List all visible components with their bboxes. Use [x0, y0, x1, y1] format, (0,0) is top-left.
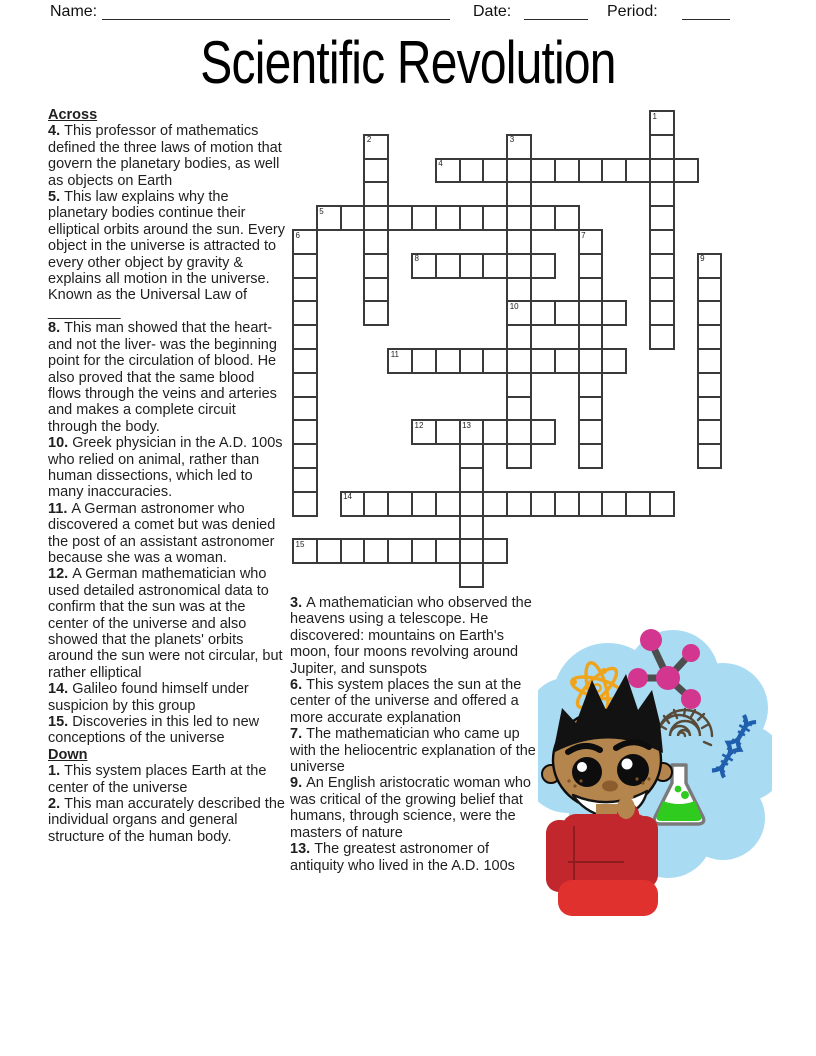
grid-cell-number: 5: [319, 206, 324, 216]
date-label: Date:: [473, 3, 512, 20]
grid-cell[interactable]: [506, 348, 532, 374]
grid-cell[interactable]: [482, 419, 508, 445]
grid-cell[interactable]: [649, 134, 675, 160]
grid-cell[interactable]: [506, 229, 532, 255]
clue-text: Discoveries in this led to new conceptions of the universe: [48, 714, 260, 747]
down-heading: Down: [48, 746, 88, 763]
grid-cell[interactable]: [482, 158, 508, 184]
clue-across-5: [48, 189, 286, 320]
grid-cell[interactable]: [363, 300, 389, 326]
grid-cell[interactable]: [387, 538, 413, 564]
clue-number: 6.: [290, 677, 307, 694]
grid-cell[interactable]: [697, 253, 723, 279]
grid-cell[interactable]: [482, 538, 508, 564]
grid-cell[interactable]: [578, 491, 604, 517]
grid-cell[interactable]: [625, 491, 651, 517]
clue-down-7: [290, 726, 540, 775]
grid-cell[interactable]: [649, 229, 675, 255]
across-heading: Across: [48, 107, 98, 123]
grid-cell[interactable]: [506, 372, 532, 398]
grid-cell-number: 8: [414, 254, 419, 264]
clue-text: This professor of mathematics defined the three laws of motion that govern the planetary bodies, as well as objects on Earth: [48, 123, 282, 189]
clues-middle-column: [290, 595, 540, 874]
clue-text: The greatest astronomer of antiquity who lived in the A.D. 100s: [290, 841, 515, 874]
date-blank-line[interactable]: [524, 19, 588, 20]
grid-cell[interactable]: [387, 348, 413, 374]
grid-cell[interactable]: [482, 205, 508, 231]
grid-cell-number: 15: [295, 539, 305, 549]
grid-cell[interactable]: [578, 419, 604, 445]
grid-cell[interactable]: [292, 372, 318, 398]
grid-cell[interactable]: [459, 419, 485, 445]
grid-cell[interactable]: [697, 348, 723, 374]
clue-text: A German mathematician who used detailed astronomical data to confirm that the sun was at the center of the universe and also showed that the planets' orbits around the sun were not circular, but rather elliptical: [48, 566, 283, 681]
grid-cell[interactable]: [482, 253, 508, 279]
clue-down-1: [48, 763, 286, 796]
clue-number: 13.: [290, 841, 315, 858]
clue-number: 9.: [290, 775, 307, 792]
clue-number: 7.: [290, 726, 307, 743]
grid-cell[interactable]: [697, 277, 723, 303]
grid-cell-number: 12: [414, 420, 424, 430]
grid-cell[interactable]: [292, 443, 318, 469]
grid-cell[interactable]: [459, 205, 485, 231]
grid-cell[interactable]: [578, 443, 604, 469]
grid-cell-number: 14: [343, 492, 352, 502]
grid-cell[interactable]: [506, 158, 532, 184]
clue-number: 1.: [48, 763, 65, 780]
clue-text: A mathematician who observed the heavens using a telescope. He discovered: mountains on Earth's moon, four moons revolving around Jupiter, and sunspots: [290, 595, 532, 677]
grid-cell[interactable]: [363, 158, 389, 184]
grid-cell[interactable]: [554, 205, 580, 231]
grid-cell[interactable]: [363, 181, 389, 207]
clue-text: Greek physician in the A.D. 100s who relied on animal, rather than human dissections, which led to many inaccuracies.: [48, 435, 283, 501]
grid-cell[interactable]: [649, 205, 675, 231]
grid-cell[interactable]: [697, 443, 723, 469]
grid-cell[interactable]: [578, 277, 604, 303]
grid-cell[interactable]: [530, 205, 556, 231]
grid-cell[interactable]: [292, 467, 318, 493]
grid-cell[interactable]: [697, 300, 723, 326]
grid-cell[interactable]: [697, 324, 723, 350]
clue-across-15: [48, 714, 286, 747]
grid-cell[interactable]: [530, 348, 556, 374]
grid-cell[interactable]: [506, 181, 532, 207]
grid-cell[interactable]: [601, 158, 627, 184]
clue-down-2: [48, 796, 286, 845]
grid-cell[interactable]: [459, 515, 485, 541]
grid-cell[interactable]: [578, 324, 604, 350]
grid-cell[interactable]: [435, 348, 461, 374]
grid-cell[interactable]: [292, 300, 318, 326]
page-title: Scientific Revolution: [200, 29, 616, 96]
name-label: Name:: [50, 3, 98, 20]
grid-cell[interactable]: [411, 538, 437, 564]
grid-cell[interactable]: [292, 396, 318, 422]
grid-cell[interactable]: [506, 419, 532, 445]
grid-cell[interactable]: [363, 538, 389, 564]
grid-cell-number: 13: [462, 420, 471, 430]
grid-cell[interactable]: [411, 419, 437, 445]
grid-cell[interactable]: [363, 491, 389, 517]
science-thinking-illustration: [538, 628, 772, 918]
grid-cell[interactable]: [292, 348, 318, 374]
grid-cell[interactable]: [601, 491, 627, 517]
grid-cell[interactable]: [411, 491, 437, 517]
grid-cell[interactable]: [578, 229, 604, 255]
grid-cell[interactable]: [459, 443, 485, 469]
grid-cell[interactable]: [292, 419, 318, 445]
period-label: Period:: [607, 3, 658, 20]
clue-number: 3.: [290, 595, 307, 611]
grid-cell-number: 3: [509, 135, 515, 145]
clue-text: This man accurately described the individual organs and general structure of the human body.: [48, 796, 285, 845]
grid-cell[interactable]: [506, 134, 532, 160]
grid-cell[interactable]: [649, 181, 675, 207]
grid-cell[interactable]: [530, 253, 556, 279]
grid-cell[interactable]: [601, 300, 627, 326]
grid-cell-number: 1: [652, 111, 657, 121]
clue-text: An English aristocratic woman who was critical of the growing belief that humans, through science, were the masters of nature: [290, 775, 531, 841]
grid-cell[interactable]: [435, 538, 461, 564]
clue-down-13: [290, 841, 540, 874]
grid-cell[interactable]: [649, 158, 675, 184]
grid-cell-number: 2: [366, 135, 372, 145]
grid-cell[interactable]: [554, 491, 580, 517]
grid-cell[interactable]: [506, 253, 532, 279]
grid-cell[interactable]: [363, 205, 389, 231]
grid-cell[interactable]: [459, 348, 485, 374]
grid-cell[interactable]: [530, 158, 556, 184]
grid-cell[interactable]: [387, 205, 413, 231]
grid-cell-number: 6: [295, 230, 300, 240]
grid-cell[interactable]: [292, 491, 318, 517]
clue-text: A German astronomer who discovered a comet but was denied the post of an assistant astronomer because she was a woman.: [48, 500, 276, 566]
clue-number: 5.: [48, 189, 65, 206]
clue-text: This law explains why the planetary bodies continue their elliptical orbits around the sun. Every object in the universe is attracted to every other object by gravity & explains all motion in the universe. Known as the Universal Law of _________: [48, 189, 285, 320]
grid-cell-number: 10: [509, 301, 519, 311]
grid-cell[interactable]: [459, 158, 485, 184]
grid-cell-number: 11: [390, 349, 399, 359]
clue-across-8: [48, 320, 286, 435]
clue-number: 12.: [48, 566, 73, 583]
grid-cell[interactable]: [387, 491, 413, 517]
grid-cell[interactable]: [292, 324, 318, 350]
grid-cell[interactable]: [459, 562, 485, 588]
grid-cell[interactable]: [411, 205, 437, 231]
grid-cell[interactable]: [482, 491, 508, 517]
grid-cell[interactable]: [292, 253, 318, 279]
clue-down-9: [290, 775, 540, 841]
grid-cell[interactable]: [578, 253, 604, 279]
grid-cell[interactable]: [411, 253, 437, 279]
grid-cell[interactable]: [530, 419, 556, 445]
grid-cell[interactable]: [363, 253, 389, 279]
grid-cell[interactable]: [578, 348, 604, 374]
grid-cell[interactable]: [530, 491, 556, 517]
clue-number: 11.: [48, 500, 72, 517]
clue-text: This man showed that the heart- and not the liver- was the beginning point for the circulation of blood. He also proved that the same blood flows through the veins and arteries and makes a complete circuit through the body.: [48, 320, 277, 435]
grid-cell[interactable]: [435, 158, 461, 184]
grid-cell[interactable]: [459, 538, 485, 564]
grid-cell[interactable]: [506, 300, 532, 326]
grid-cell[interactable]: [625, 158, 651, 184]
grid-cell[interactable]: [340, 538, 366, 564]
grid-cell[interactable]: [316, 205, 342, 231]
grid-cell[interactable]: [530, 300, 556, 326]
clue-number: 2.: [48, 796, 65, 813]
grid-cell[interactable]: [435, 253, 461, 279]
grid-cell[interactable]: [554, 158, 580, 184]
grid-cell[interactable]: [506, 277, 532, 303]
grid-cell[interactable]: [554, 348, 580, 374]
clue-text: This system places the sun at the center of the universe and offered a more accurate explanation: [290, 677, 522, 726]
grid-cell[interactable]: [649, 110, 675, 136]
grid-cell[interactable]: [363, 277, 389, 303]
clue-text: This system places Earth at the center of the universe: [48, 763, 267, 796]
grid-cell[interactable]: [340, 205, 366, 231]
grid-cell[interactable]: [578, 300, 604, 326]
grid-cell[interactable]: [411, 348, 437, 374]
period-blank-line[interactable]: [682, 19, 730, 20]
clue-number: 10.: [48, 435, 73, 452]
grid-cell[interactable]: [649, 253, 675, 279]
grid-cell[interactable]: [578, 396, 604, 422]
grid-cell[interactable]: [292, 538, 318, 564]
grid-cell[interactable]: [649, 324, 675, 350]
grid-cell[interactable]: [292, 277, 318, 303]
grid-cell[interactable]: [506, 491, 532, 517]
clue-across-4: [48, 123, 286, 189]
grid-cell[interactable]: [435, 205, 461, 231]
grid-cell[interactable]: [697, 396, 723, 422]
clue-across-10: [48, 435, 286, 501]
grid-cell-number: 9: [700, 254, 705, 264]
grid-cell[interactable]: [506, 324, 532, 350]
name-blank-line[interactable]: [102, 19, 450, 20]
clue-across-11: [48, 501, 286, 567]
grid-cell[interactable]: [578, 158, 604, 184]
clue-down-6: [290, 677, 540, 726]
grid-cell[interactable]: [316, 538, 342, 564]
grid-cell[interactable]: [482, 348, 508, 374]
grid-cell[interactable]: [649, 300, 675, 326]
grid-cell[interactable]: [435, 419, 461, 445]
grid-cell[interactable]: [459, 253, 485, 279]
clue-text: The mathematician who came up with the heliocentric explanation of the universe: [290, 726, 536, 776]
clue-text: Galileo found himself under suspicion by this group: [48, 681, 249, 714]
grid-cell[interactable]: [578, 372, 604, 398]
clue-number: 15.: [48, 714, 73, 731]
grid-cell[interactable]: [506, 396, 532, 422]
grid-cell[interactable]: [363, 229, 389, 255]
clue-number: 14.: [48, 681, 73, 698]
grid-cell[interactable]: [554, 300, 580, 326]
grid-cell[interactable]: [649, 491, 675, 517]
clue-number: 4.: [48, 123, 65, 140]
grid-cell[interactable]: [506, 205, 532, 231]
grid-cell[interactable]: [601, 348, 627, 374]
grid-cell[interactable]: [506, 443, 532, 469]
grid-cell[interactable]: [363, 134, 389, 160]
clue-down-3: [290, 595, 540, 677]
grid-cell[interactable]: [697, 419, 723, 445]
clue-across-12: [48, 566, 286, 681]
grid-cell[interactable]: [292, 229, 318, 255]
grid-cell-number: 4: [438, 159, 443, 169]
grid-cell-number: 7: [581, 230, 586, 240]
grid-cell[interactable]: [673, 158, 699, 184]
grid-cell[interactable]: [697, 372, 723, 398]
grid-cell[interactable]: [459, 467, 485, 493]
clue-number: 8.: [48, 320, 65, 337]
clue-across-14: [48, 681, 286, 714]
clues-left-column: [48, 107, 286, 845]
grid-cell[interactable]: [340, 491, 366, 517]
grid-cell[interactable]: [649, 277, 675, 303]
grid-cell[interactable]: [459, 491, 485, 517]
grid-cell[interactable]: [435, 491, 461, 517]
